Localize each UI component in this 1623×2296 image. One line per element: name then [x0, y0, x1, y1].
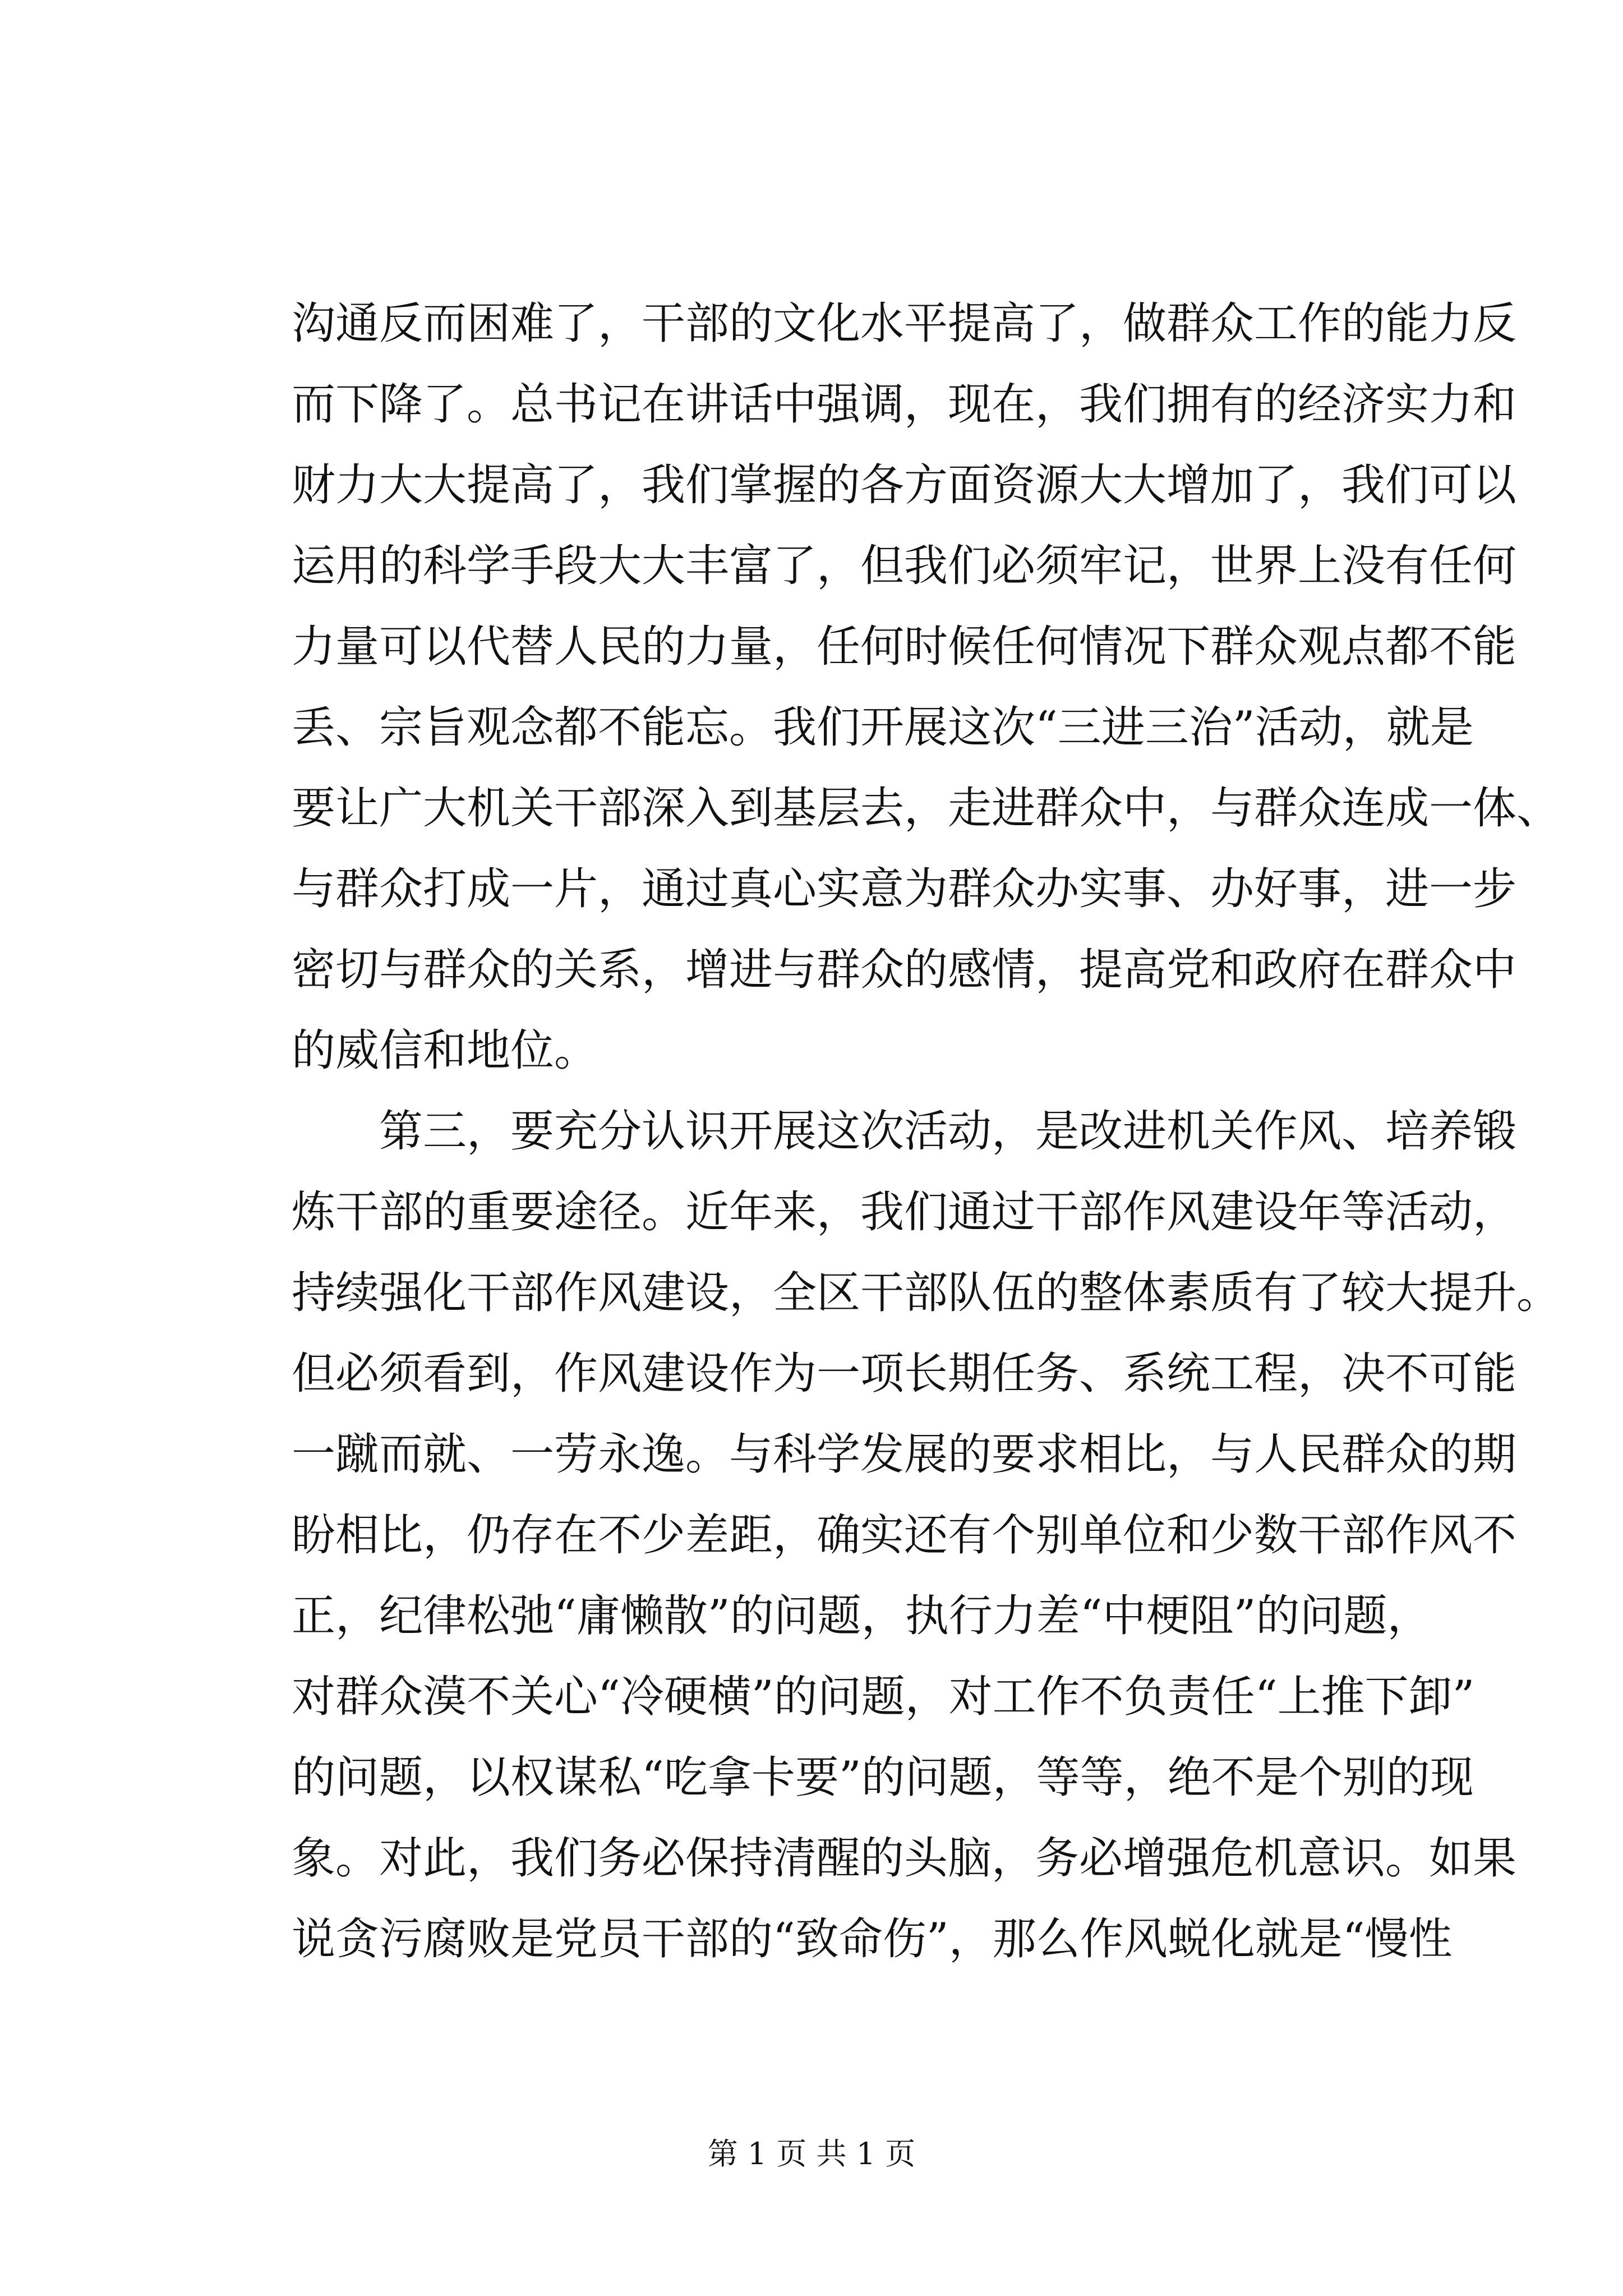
text-line: 力量可以代替人民的力量，任何时候任何情况下群众观点都不能: [292, 622, 1517, 672]
text-line: 密切与群众的关系，增进与群众的感情，提高党和政府在群众中: [292, 945, 1517, 995]
text-line: 盼相比，仍存在不少差距，确实还有个别单位和少数干部作风不: [292, 1510, 1517, 1561]
text-line: 而下降了。总书记在讲话中强调，现在，我们拥有的经济实力和: [292, 379, 1517, 430]
text-line: 一蹴而就、一劳永逸。与科学发展的要求相比，与人民群众的期: [292, 1429, 1517, 1480]
page-number-footer: 第 1 页 共 1 页: [707, 2136, 916, 2171]
text-line: 与群众打成一片，通过真心实意为群众办实事、办好事，进一步: [292, 864, 1517, 914]
document-body: [292, 283, 1561, 1980]
text-line: 正，纪律松弛“庸懒散”的问题，执行力差“中梗阻”的问题，: [292, 1591, 1431, 1641]
text-line: 的问题，以权谋私“吃拿卡要”的问题，等等，绝不是个别的现: [292, 1752, 1474, 1803]
text-line: 炼干部的重要途径。近年来，我们通过干部作风建设年等活动，: [292, 1187, 1517, 1237]
text-line: 的威信和地位。: [292, 1025, 598, 1076]
text-line: 象。对此，我们务必保持清醒的头脑，务必增强危机意识。如果: [292, 1833, 1517, 1884]
text-line: 持续强化干部作风建设，全区干部队伍的整体素质有了较大提升。: [292, 1268, 1561, 1318]
text-line: 运用的科学手段大大丰富了，但我们必须牢记，世界上没有任何: [292, 541, 1517, 591]
text-line: 对群众漠不关心“冷硬横”的问题，对工作不负责任“上推下卸”: [292, 1672, 1475, 1722]
text-line: 财力大大提高了，我们掌握的各方面资源大大增加了，我们可以: [292, 460, 1517, 510]
text-line: 说贪污腐败是党员干部的“致命伤”，那么作风蜕化就是“慢性: [292, 1914, 1453, 1964]
text-line: 沟通反而困难了，干部的文化水平提高了，做群众工作的能力反: [292, 298, 1517, 349]
paragraph-start-line: 第三，要充分认识开展这次活动，是改进机关作风、培养锻: [379, 1106, 1517, 1157]
text-line: 丢、宗旨观念都不能忘。我们开展这次“三进三治”活动，就是: [292, 702, 1474, 753]
text-line: 但必须看到，作风建设作为一项长期任务、系统工程，决不可能: [292, 1349, 1517, 1399]
text-line: 要让广大机关干部深入到基层去，走进群众中，与群众连成一体、: [292, 783, 1561, 834]
